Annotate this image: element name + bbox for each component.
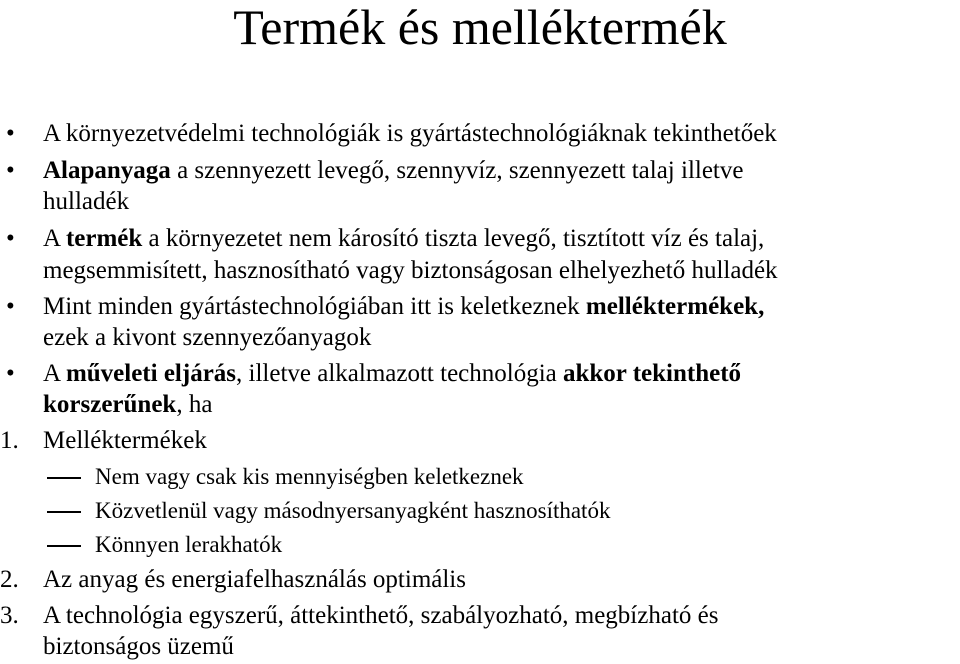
numbered-text: biztonságos üzemű [43,633,234,660]
bullet-icon: • [6,360,15,387]
item-number: 2. [0,566,19,593]
bullet-icon: • [6,157,15,184]
item-number: 1. [0,427,19,454]
bullet-text: A termék a környezetet nem károsító tiszta levegő, tisztított víz és talaj, [43,225,765,252]
bullet-text: A műveleti eljárás, illetve alkalmazott technológia akkor tekinthető [43,360,742,387]
dash-icon [47,545,81,547]
bullet-text: hulladék [43,188,130,215]
dash-icon [47,477,81,479]
bullet-text: Mint minden gyártástechnológiában itt is keletkeznek melléktermékek, [43,293,765,320]
numbered-text: A technológia egyszerű, áttekinthető, szabályozható, megbízható és [43,602,719,629]
dash-icon [47,511,81,513]
sub-item-text: Könnyen lerakhatók [95,532,283,557]
bullet-text: A környezetvédelmi technológiák is gyártástechnológiáknak tekinthetőek [43,120,777,147]
bullet-icon: • [6,293,15,320]
bullet-text: korszerűnek, ha [43,391,213,418]
sub-item-text: Közvetlenül vagy másodnyersanyagként hasznosíthatók [95,498,611,523]
numbered-text: Az anyag és energiafelhasználás optimális [43,566,466,593]
bullet-text: Alapanyaga a szennyezett levegő, szennyvíz, szennyezett talaj illetve [43,157,744,184]
slide-title: Termék és melléktermék [233,0,727,55]
bullet-icon: • [6,120,15,147]
bullet-text: ezek a kivont szennyezőanyagok [43,324,372,351]
item-number: 3. [0,602,19,629]
bullet-icon: • [6,225,15,252]
bullet-text: megsemmisített, hasznosítható vagy biztonságosan elhelyezhető hulladék [43,257,778,284]
numbered-text: Melléktermékek [43,427,207,454]
sub-item-text: Nem vagy csak kis mennyiségben keletkeznek [95,464,524,489]
